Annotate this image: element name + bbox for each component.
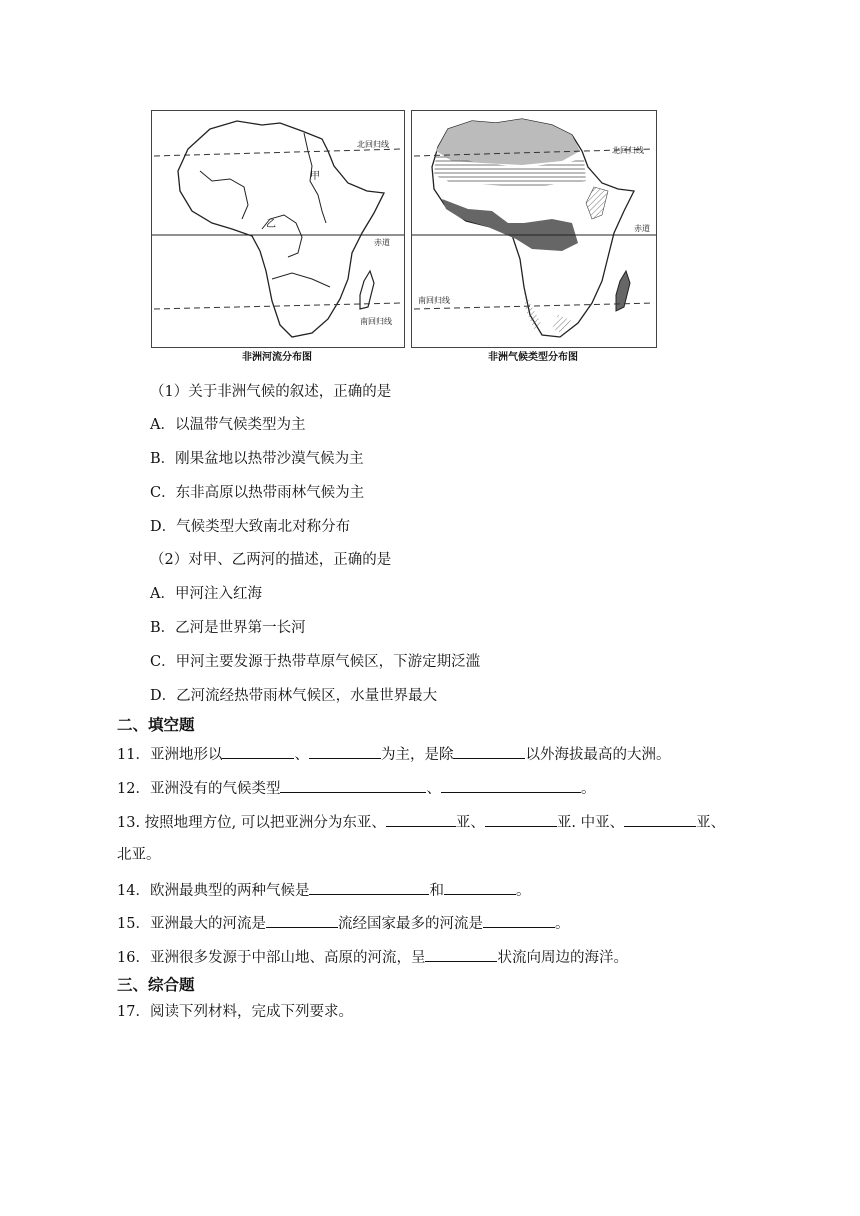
q14-text-2: 和 — [429, 883, 444, 899]
q15-text-1: 15．亚洲最大的河流是 — [117, 916, 266, 932]
africa-river-map — [151, 110, 405, 348]
q11-text-1: 11．亚洲地形以 — [117, 747, 223, 763]
q11-blank-3[interactable] — [453, 743, 525, 759]
q11-blank-1[interactable] — [222, 743, 294, 759]
africa-climate-map — [411, 110, 657, 348]
question-13 — [117, 811, 725, 833]
q12-text-1: 12．亚洲没有的气候类型 — [117, 781, 281, 797]
q14-blank-1[interactable] — [309, 879, 429, 895]
tropic-south-label: 南回归线 — [360, 317, 392, 326]
q11-blank-2[interactable] — [309, 743, 381, 759]
q12-text-2: 、 — [426, 781, 441, 797]
q16-blank-1[interactable] — [425, 946, 497, 962]
river-yi-label: 乙 — [266, 219, 276, 230]
q11-text-2: 、 — [294, 747, 309, 763]
q14-blank-2[interactable] — [444, 879, 516, 895]
q11-text-4: 以外海拔最高的大洲。 — [525, 747, 671, 763]
tropic-south-label-2: 南回归线 — [418, 296, 450, 305]
section-2-title: 二、填空题 — [117, 716, 195, 734]
equator-label: 赤道 — [374, 238, 390, 247]
question-17: 17．阅读下列材料，完成下列要求。 — [117, 1004, 353, 1020]
q15-text-2: 流经国家最多的河流是 — [337, 916, 483, 932]
q1-option-b: B．刚果盆地以热带沙漠气候为主 — [150, 451, 364, 467]
q2-option-c: C．甲河主要发源于热带草原气候区，下游定期泛滥 — [150, 654, 481, 670]
q12-blank-2[interactable] — [441, 777, 581, 793]
climate-map-caption: 非洲气候类型分布图 — [488, 352, 578, 363]
q13-text-4: 亚、 — [696, 815, 726, 831]
q1-option-c: C．东非高原以热带雨林气候为主 — [150, 485, 365, 501]
q15-blank-1[interactable] — [266, 912, 338, 928]
q11-text-3: 为主，是除 — [380, 747, 454, 763]
q2-option-b: B．乙河是世界第一长河 — [150, 620, 306, 636]
question-16 — [117, 946, 628, 968]
q1-option-d: D．气候类型大致南北对称分布 — [150, 519, 351, 535]
question-11 — [117, 743, 670, 765]
q2-option-a: A．甲河注入红海 — [150, 586, 262, 602]
river-map-caption: 非洲河流分布图 — [242, 352, 312, 363]
question-13-cont: 北亚。 — [117, 847, 161, 863]
q13-blank-2[interactable] — [485, 811, 557, 827]
river-jia-label: 甲 — [310, 171, 320, 182]
q12-text-3: 。 — [580, 781, 596, 797]
q15-text-3: 。 — [554, 916, 570, 932]
q2-stem: （2）对甲、乙两河的描述，正确的是 — [150, 552, 392, 568]
q13-text-2: 亚、 — [455, 815, 485, 831]
q14-text-3: 。 — [515, 883, 531, 899]
q13-blank-3[interactable] — [624, 811, 696, 827]
q13-text-3: 亚. 中亚、 — [556, 815, 625, 831]
question-14 — [117, 879, 530, 901]
q13-blank-1[interactable] — [386, 811, 456, 827]
q1-option-a: A．以温带气候类型为主 — [150, 417, 306, 433]
q15-blank-2[interactable] — [483, 912, 555, 928]
q14-text-1: 14．欧洲最典型的两种气候是 — [117, 883, 310, 899]
tropic-north-label: 北回归线 — [357, 140, 389, 149]
tropic-north-label-2: 北回归线 — [612, 146, 644, 155]
q16-text-2: 状流向周边的海洋。 — [497, 950, 628, 966]
q13-text-1: 13. 按照地理方位, 可以把亚洲分为东亚、 — [117, 815, 386, 831]
q2-option-d: D．乙河流经热带雨林气候区，水量世界最大 — [150, 688, 438, 704]
q1-stem: （1）关于非洲气候的叙述，正确的是 — [150, 384, 392, 400]
q16-text-1: 16．亚洲很多发源于中部山地、高原的河流，呈 — [117, 950, 426, 966]
question-12 — [117, 777, 595, 799]
question-15 — [117, 912, 569, 934]
q12-blank-1[interactable] — [280, 777, 426, 793]
section-3-title: 三、综合题 — [117, 976, 195, 994]
equator-label-2: 赤道 — [634, 224, 650, 233]
